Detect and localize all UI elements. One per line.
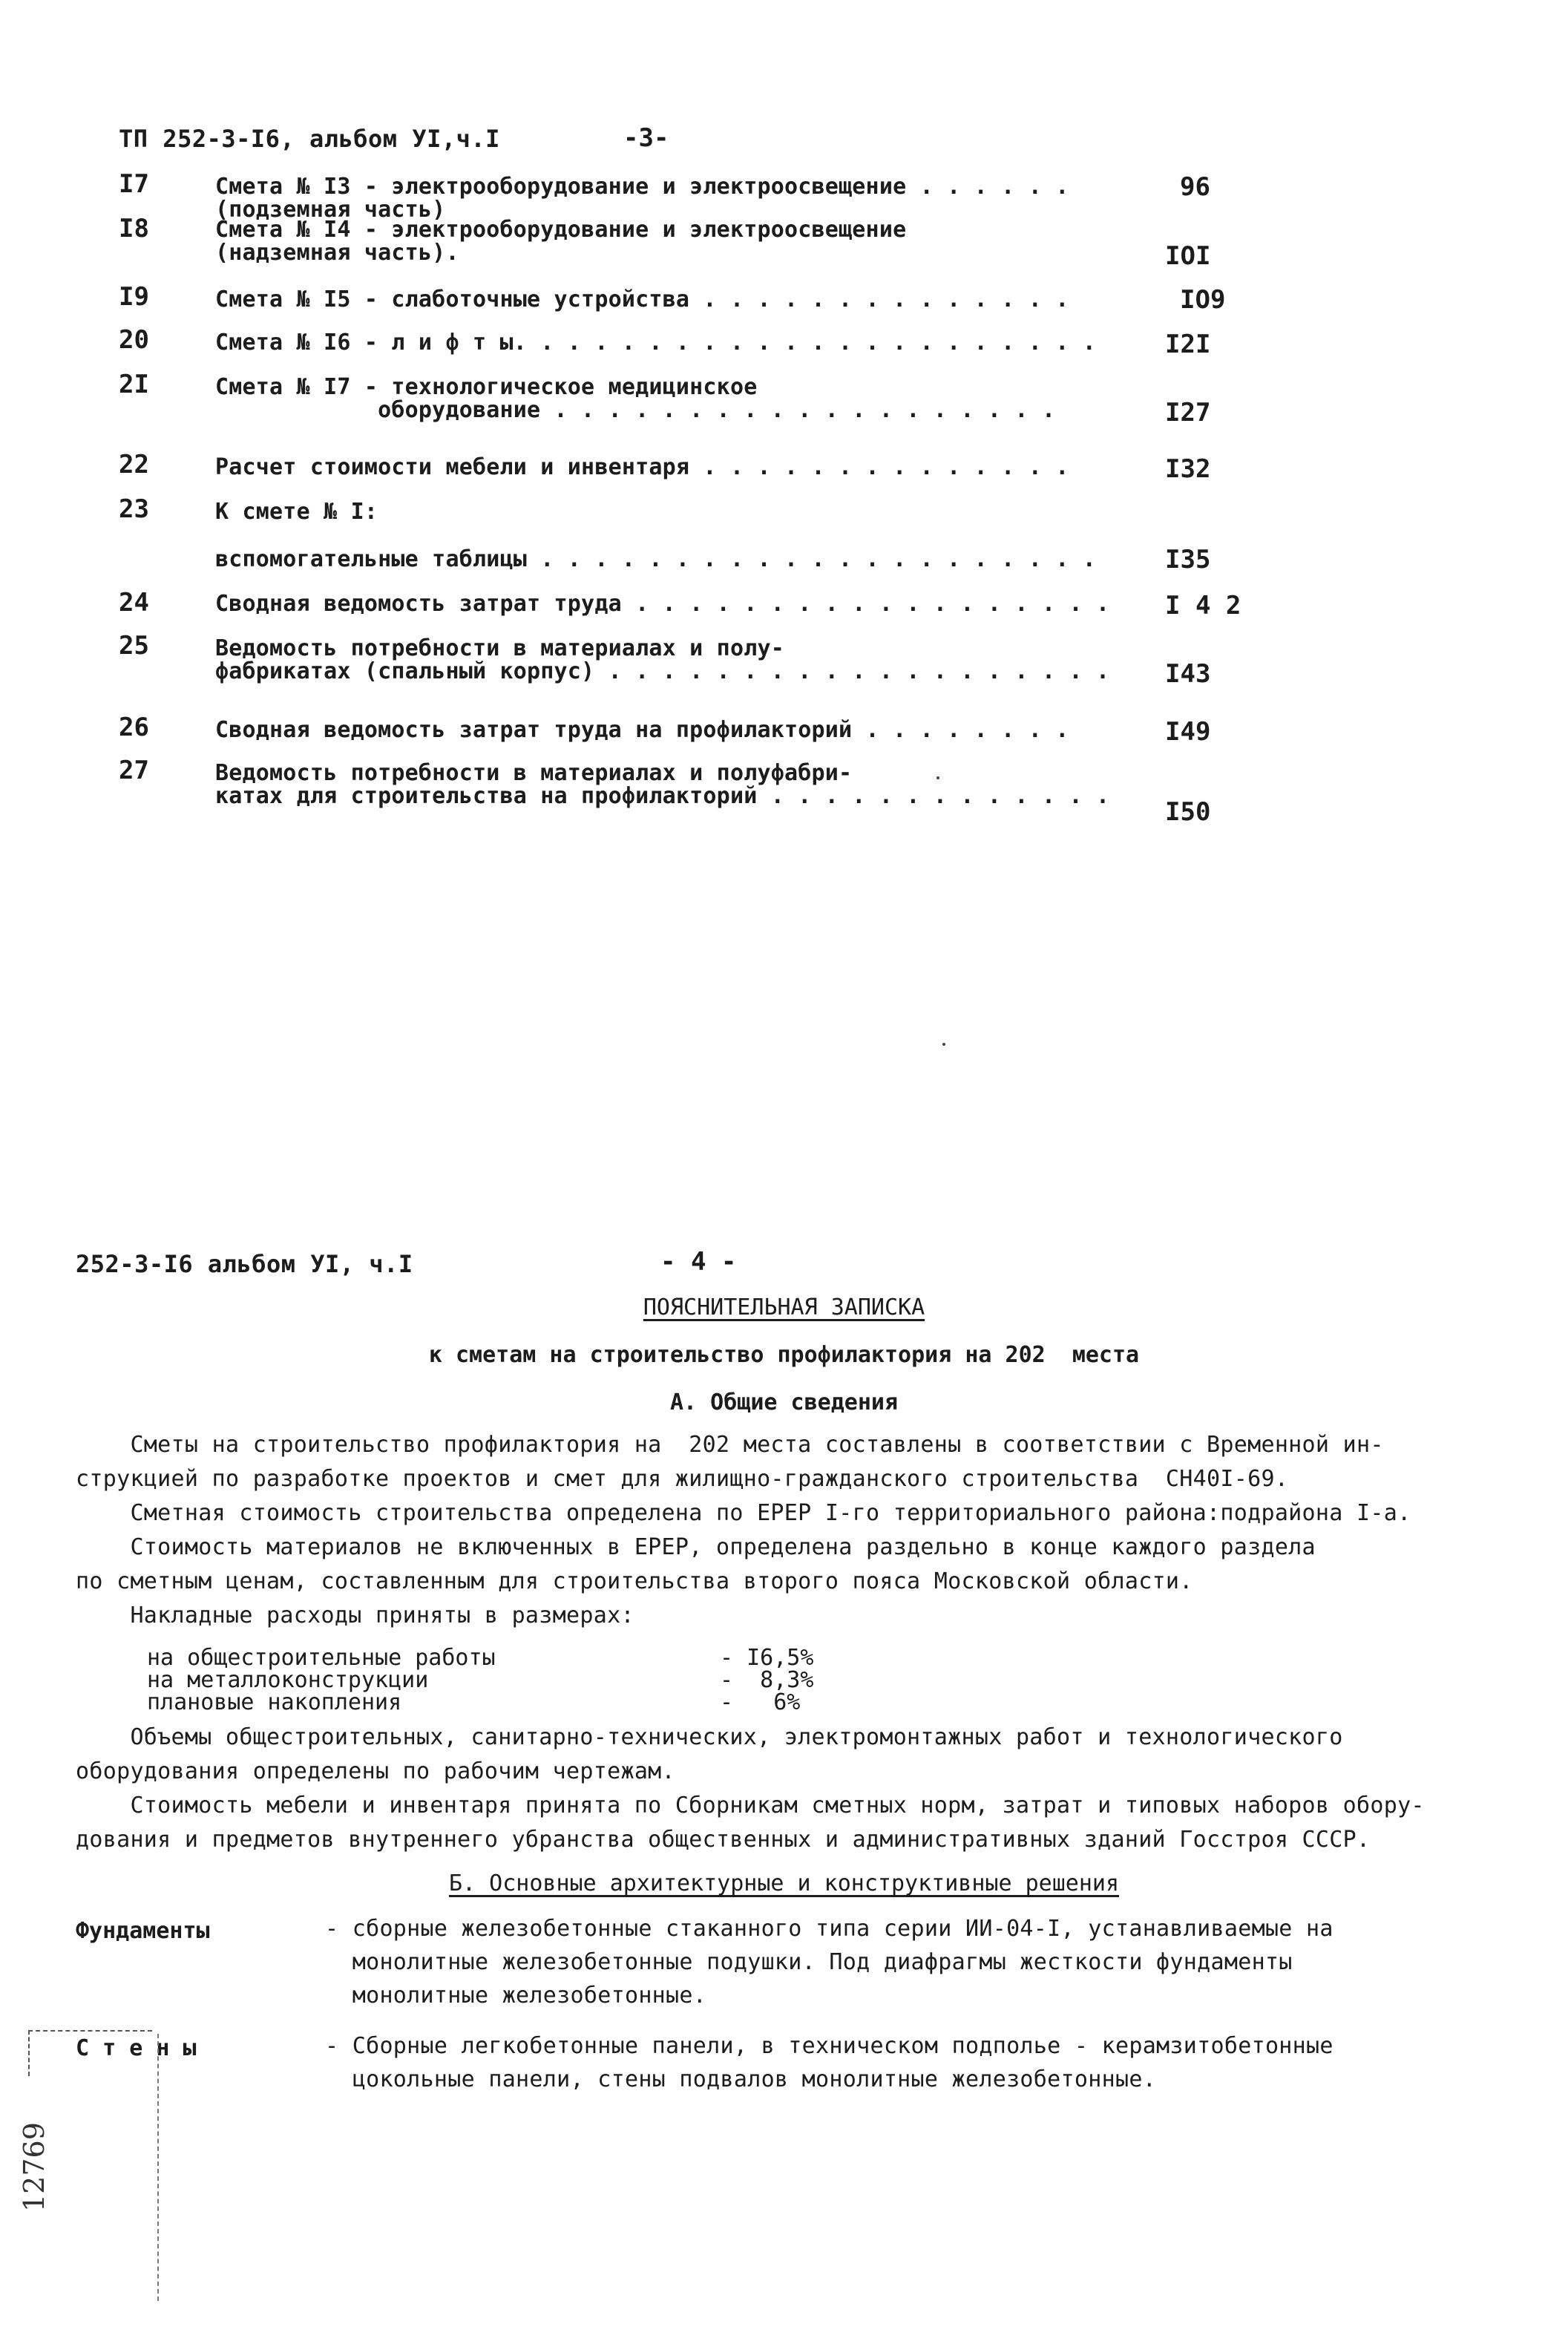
paragraph: Стоимость материалов не включенных в ЕРЕР, определена раздельно в конце каждого раздела по сметным ценам, составленным для строительства второго пояса Московской области. <box>76 1534 1316 1594</box>
toc-page: I50 <box>1165 797 1211 827</box>
toc-page: I27 <box>1165 398 1211 428</box>
toc-entry-text: Расчет стоимости мебели и инвентаря . . . . . . . . . . . . . . <box>215 454 1069 480</box>
scan-speck <box>936 776 939 779</box>
paragraph: Стоимость мебели и инвентаря принята по Сборникам сметных норм, затрат и типовых наборов обору- дования и предметов внутреннего убранства общественных и административных зданий Госстроя СССР. <box>76 1793 1425 1853</box>
page3-header: ТП 252-3-I6, альбом УI,ч.I <box>119 125 500 153</box>
toc-page: IOI <box>1165 241 1211 271</box>
item-text: - Сборные легкобетонные панели, в техническом подполье - керамзитобетонные цокольные панели, стены подвалов монолитные железобетонные. <box>325 2033 1334 2092</box>
toc-entry-text: Смета № I5 - слаботочные устройства . . . . . . . . . . . . . . <box>215 287 1069 312</box>
rate-label: на металлоконструкции <box>147 1667 429 1693</box>
toc-page: I43 <box>1165 659 1211 689</box>
section-b-heading: Б. Основные архитектурные и конструктивные решения <box>448 1870 1120 1896</box>
toc-entry-text: Смета № I6 - л и ф т ы. . . . . . . . . . . . . . . . . . . . . . <box>215 330 1096 356</box>
document-subtitle: к сметам на строительство профилактория на 202 места <box>428 1342 1140 1368</box>
section-a-heading: А. Общие сведения <box>669 1389 899 1415</box>
toc-number: 25 <box>119 631 149 661</box>
margin-dashed-line <box>157 2034 159 2301</box>
scan-speck <box>942 1043 945 1046</box>
toc-entry-text: Сводная ведомость затрат труда на профилакторий . . . . . . . . <box>215 717 1069 743</box>
toc-page: IO9 <box>1180 285 1226 315</box>
toc-number: 23 <box>119 494 149 524</box>
toc-number: 27 <box>119 756 149 785</box>
toc-number: 26 <box>119 713 149 742</box>
toc-entry-text: вспомогательные таблицы . . . . . . . . . . . . . . . . . . . . . <box>215 546 1096 572</box>
toc-number: I9 <box>119 282 149 312</box>
toc-entry-text: Ведомость потребности в материалах и полуфабри- катах для строительства на профилакторий . . . . . . . . . . . . . <box>215 760 1110 809</box>
toc-entry-text: Смета № I4 - электрооборудование и электроосвещение (надземная часть). <box>215 217 907 266</box>
toc-entry-text: Ведомость потребности в материалах и полу- фабрикатах (спальный корпус) . . . . . . . . . . . . . . . . . . . <box>215 635 1110 684</box>
archive-stamp-frame <box>28 2030 152 2076</box>
page3-number: -3- <box>623 123 669 153</box>
page4-number: - 4 - <box>660 1247 737 1277</box>
rate-value: - 8,3% <box>720 1667 814 1693</box>
toc-entry-text: Смета № I3 - электрооборудование и электроосвещение . . . . . . (подземная часть) <box>215 174 1069 223</box>
item-label: Фундаменты <box>76 1918 210 1944</box>
item-text: - сборные железобетонные стаканного типа серии ИИ-04-I, устанавливаемые на монолитные железобетонные подушки. Под диафрагмы жесткости фундаменты монолитные железобетонные. <box>325 1916 1334 2009</box>
paragraph: Накладные расходы приняты в размерах: <box>76 1603 634 1629</box>
document-title: ПОЯСНИТЕЛЬНАЯ ЗАПИСКА <box>643 1294 925 1320</box>
paragraph: Сметная стоимость строительства определена по ЕРЕР I-го территориального района:подрайона I-а. <box>76 1500 1411 1526</box>
toc-page: I32 <box>1165 454 1211 484</box>
toc-page: I 4 2 <box>1165 591 1241 621</box>
page4-header: 252-3-I6 альбом УI, ч.I <box>76 1250 413 1278</box>
rate-value: - I6,5% <box>720 1645 814 1671</box>
toc-entry-text: К смете № I: <box>215 499 378 525</box>
rate-label: на общестроительные работы <box>147 1645 496 1671</box>
handwritten-archive-number: 12769 <box>18 2122 50 2212</box>
rate-value: - 6% <box>720 1689 801 1715</box>
toc-page: I2I <box>1165 330 1211 359</box>
toc-number: 2I <box>119 370 149 399</box>
toc-number: I7 <box>119 169 149 199</box>
rate-label: плановые накопления <box>147 1689 402 1715</box>
toc-entry-text: Смета № I7 - технологическое медицинское оборудование . . . . . . . . . . . . . . . . . . . <box>215 374 1056 423</box>
toc-number: I8 <box>119 214 149 243</box>
paragraph: Объемы общестроительных, санитарно-технических, электромонтажных работ и технологического оборудования определены по рабочим чертежам. <box>76 1724 1343 1784</box>
paragraph: Сметы на строительство профилактория на 202 места составлены в соответствии с Временной ин- струкцией по разработке проектов и смет для жилищно-гражданского строительства СН40I-69. <box>76 1432 1384 1492</box>
toc-page: 96 <box>1180 172 1210 202</box>
toc-number: 24 <box>119 588 149 618</box>
toc-entry-text: Сводная ведомость затрат труда . . . . . . . . . . . . . . . . . . <box>215 591 1110 617</box>
toc-page: I35 <box>1165 545 1211 575</box>
toc-number: 20 <box>119 325 149 355</box>
toc-number: 22 <box>119 450 149 479</box>
item-label: С т е н ы <box>76 2035 197 2061</box>
toc-page: I49 <box>1165 717 1211 747</box>
